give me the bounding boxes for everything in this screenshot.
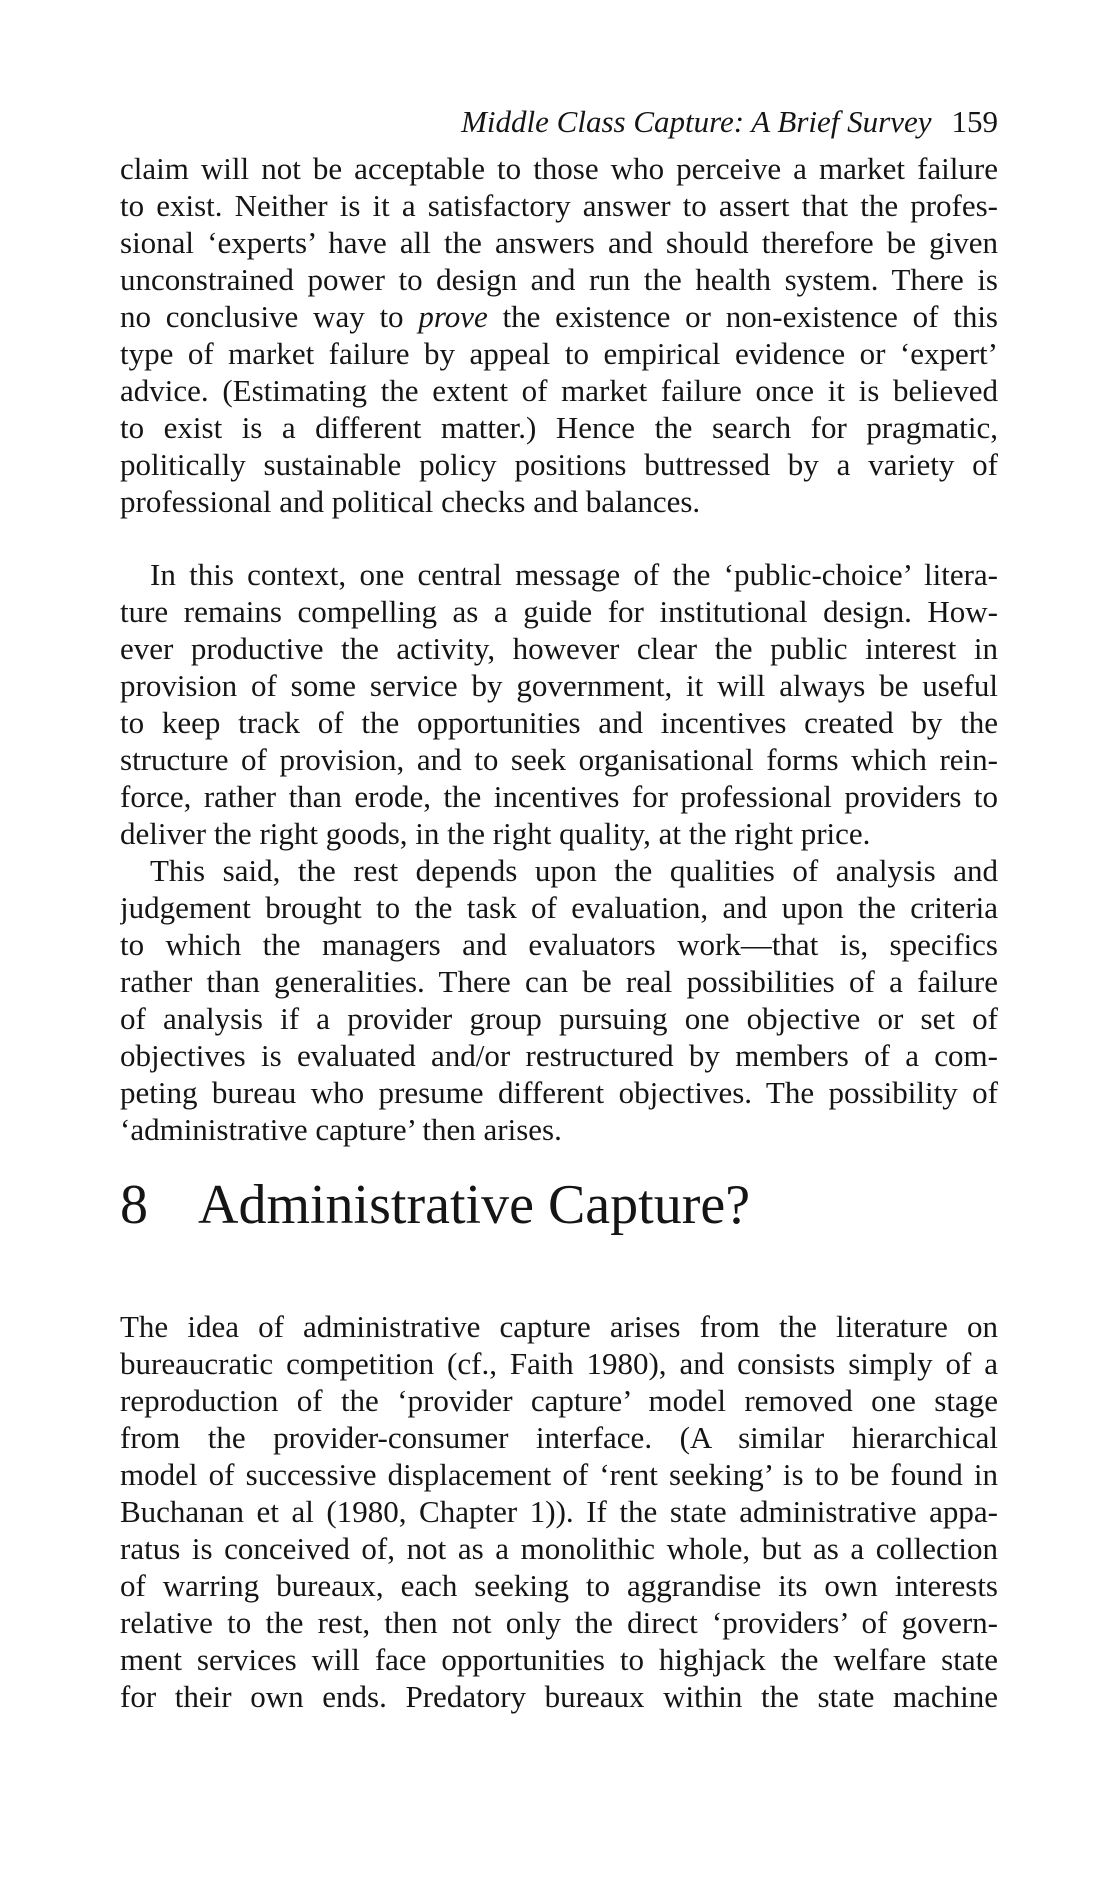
text-line: The idea of administrative capture arises from the literature on <box>120 1309 998 1344</box>
text-line: force, rather than erode, the incentives for professional providers to <box>120 779 998 814</box>
paragraph-public-choice <box>120 556 998 852</box>
text-line: This said, the rest depends upon the qualities of analysis and <box>150 853 998 888</box>
text-line: to exist is a different matter.) Hence the search for pragmatic, <box>120 410 998 445</box>
text-line: advice. (Estimating the extent of market failure once it is believed <box>120 373 998 408</box>
text-line: to exist. Neither is it a satisfactory answer to assert that the profes- <box>120 188 998 223</box>
text-line: of analysis if a provider group pursuing one objective or set of <box>120 1001 998 1036</box>
text-line: bureaucratic competition (cf., Faith 1980), and consists simply of a <box>120 1346 998 1381</box>
text-line: unconstrained power to design and run the health system. There is <box>120 262 998 297</box>
text-line: politically sustainable policy positions buttressed by a variety of <box>120 447 998 482</box>
text-line: of warring bureaux, each seeking to aggrandise its own interests <box>120 1568 998 1603</box>
section-number: 8 <box>120 1174 148 1236</box>
text-line: rather than generalities. There can be real possibilities of a failure <box>120 964 998 999</box>
text-line: ment services will face opportunities to highjack the welfare state <box>120 1642 998 1677</box>
text-line: from the provider-consumer interface. (A similar hierarchical <box>120 1420 998 1455</box>
running-head-title: Middle Class Capture: A Brief Survey <box>461 104 932 139</box>
text-line: ever productive the activity, however clear the public interest in <box>120 631 998 666</box>
text-line: professional and political checks and balances. <box>120 484 701 519</box>
text-line: reproduction of the ‘provider capture’ model removed one stage <box>120 1383 998 1418</box>
text-line: Buchanan et al (1980, Chapter 1)). If the state administrative appa- <box>120 1494 998 1529</box>
text-line: provision of some service by government, it will always be useful <box>120 668 998 703</box>
text-line: objectives is evaluated and/or restructured by members of a com- <box>120 1038 998 1073</box>
text-line: model of successive displacement of ‘rent seeking’ is to be found in <box>120 1457 998 1492</box>
text-line: ratus is conceived of, not as a monolithic whole, but as a collection <box>120 1531 998 1566</box>
section-title: Administrative Capture? <box>198 1174 751 1236</box>
running-head <box>120 102 998 142</box>
text-line: relative to the rest, then not only the direct ‘providers’ of govern- <box>120 1605 998 1640</box>
paragraph-analysis-judgement <box>120 852 998 1148</box>
page-number: 159 <box>951 104 998 139</box>
text-line: peting bureau who presume different objectives. The possibility of <box>120 1075 998 1110</box>
text-line: claim will not be acceptable to those who perceive a market failure <box>120 151 998 186</box>
text-segment: no conclusive way to <box>120 299 419 334</box>
text-line: judgement brought to the task of evaluation, and upon the criteria <box>120 890 998 925</box>
text-line: deliver the right goods, in the right quality, at the right price. <box>120 816 871 851</box>
text-line: to keep track of the opportunities and incentives created by the <box>120 705 998 740</box>
text-line <box>120 298 998 335</box>
text-line: type of market failure by appeal to empirical evidence or ‘expert’ <box>120 336 998 371</box>
paragraph-market-failure <box>120 150 998 520</box>
text-line: In this context, one central message of the ‘public-choice’ litera- <box>150 557 998 592</box>
paragraph-administrative-capture <box>120 1308 998 1715</box>
text-line: ture remains compelling as a guide for institutional design. How- <box>120 594 998 629</box>
text-segment: the existence or non-existence of this <box>487 299 998 334</box>
text-line: sional ‘experts’ have all the answers and should therefore be given <box>120 225 998 260</box>
text-line: ‘administrative capture’ then arises. <box>120 1112 562 1147</box>
text-line: for their own ends. Predatory bureaux within the state machine <box>120 1679 998 1714</box>
emphasis-prove: prove <box>418 299 488 334</box>
text-line: to which the managers and evaluators work—that is, specifics <box>120 927 998 962</box>
section-heading <box>120 1170 998 1240</box>
text-line: structure of provision, and to seek organisational forms which rein- <box>120 742 998 777</box>
